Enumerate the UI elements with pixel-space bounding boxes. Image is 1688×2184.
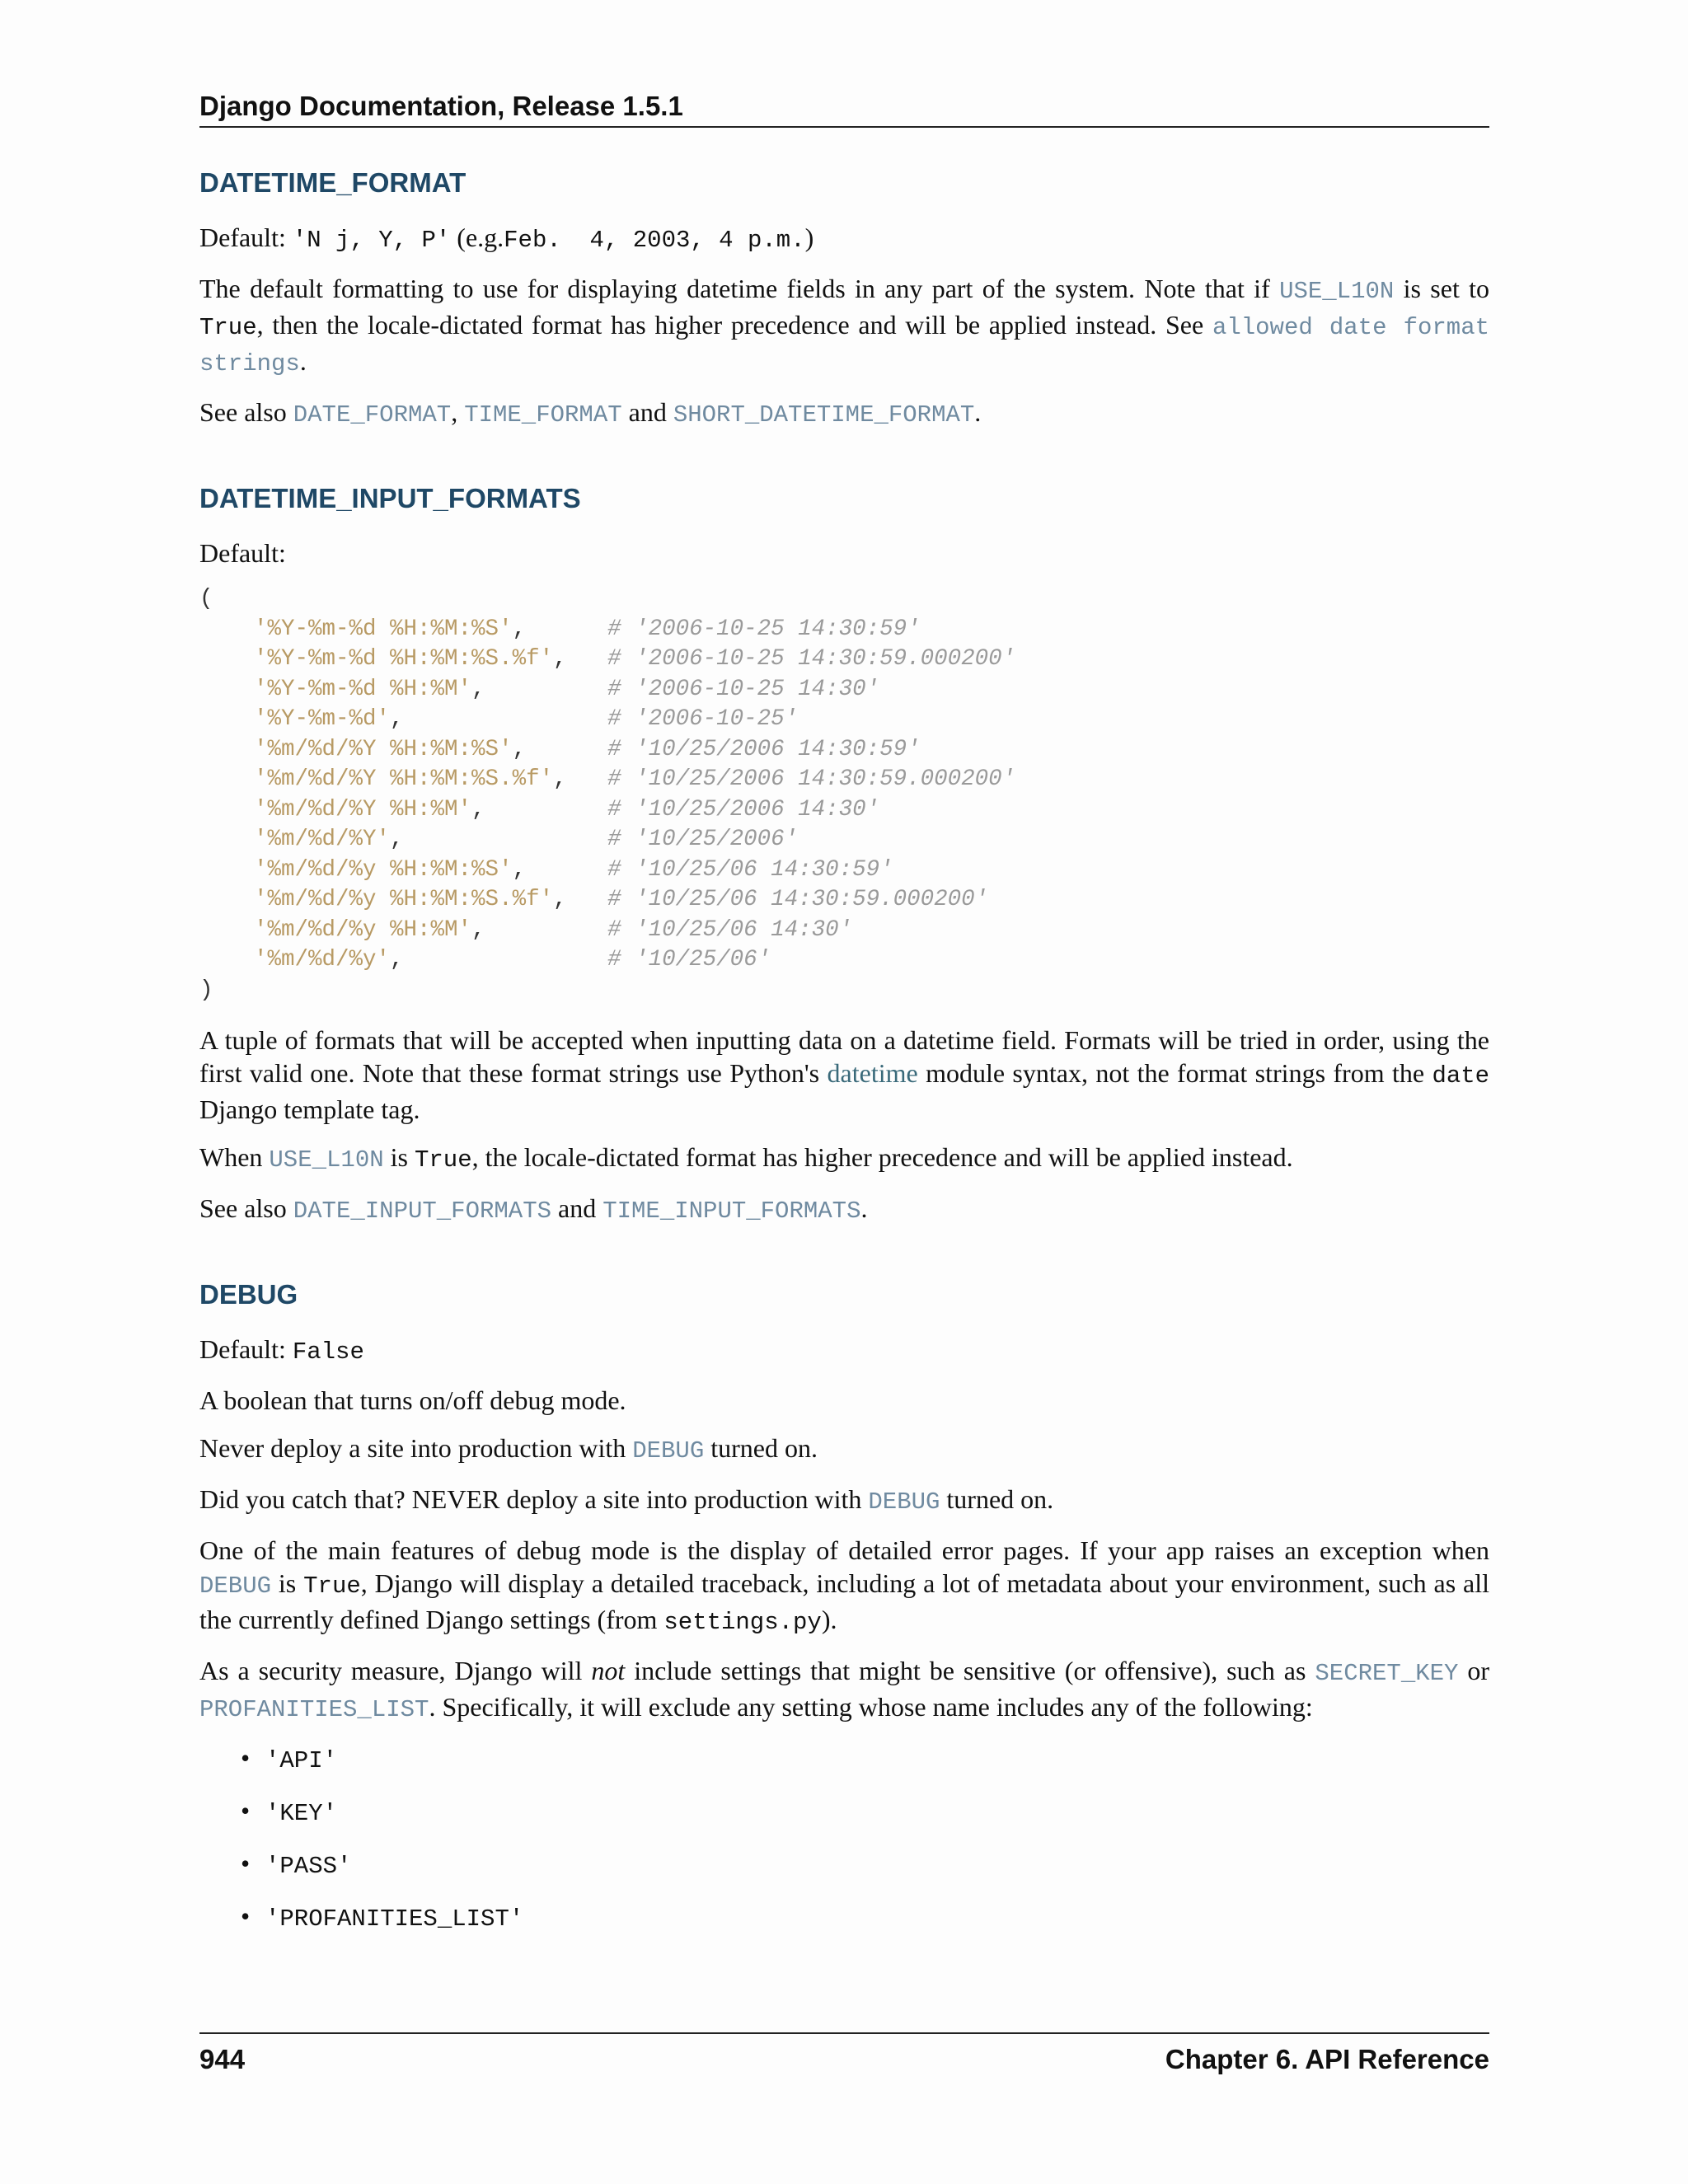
short-datetime-format-link[interactable]: SHORT_DATETIME_FORMAT <box>673 401 975 429</box>
datetime-input-formats-l10n-note: When USE_L10N is True, the locale-dictated format has higher precedence and will be applied instead. <box>199 1142 1293 1174</box>
code-line: '%m/%d/%y', # '10/25/06' <box>254 947 771 972</box>
list-item: • 'PROFANITIES_LIST' <box>199 1900 1489 1936</box>
excluded-keywords-list <box>199 1741 1489 1936</box>
use-l10n-link[interactable]: USE_L10N <box>1279 278 1395 305</box>
code-line: '%m/%d/%y %H:%M:%S', # '10/25/06 14:30:59' <box>254 856 893 883</box>
list-item: • 'KEY' <box>199 1794 1489 1830</box>
page-content <box>199 92 1489 1936</box>
default-value: 'N j, Y, P' <box>292 227 451 254</box>
code-format-string: '%m/%d/%Y %H:%M' <box>254 796 472 823</box>
code-format-string: '%m/%d/%y' <box>254 947 391 972</box>
code-line: '%m/%d/%Y %H:%M:%S.%f', # '10/25/2006 14:30:59.000200' <box>254 766 1016 792</box>
code-format-string: '%m/%d/%y %H:%M' <box>254 916 472 943</box>
code-format-string: '%Y-%m-%d' <box>254 706 391 732</box>
datetime-input-formats-see-also: See also DATE_INPUT_FORMATS and TIME_INPUT_FORMATS. <box>199 1193 868 1225</box>
datetime-format-default: Default: 'N j, Y, P' (e.g.Feb. 4, 2003, 4 p.m.) <box>199 223 814 254</box>
code-format-string: '%m/%d/%y %H:%M:%S' <box>254 856 513 883</box>
code-line: '%Y-%m-%d %H:%M:%S.%f', # '2006-10-25 14:30:59.000200' <box>254 646 1016 672</box>
list-item: • 'PASS' <box>199 1847 1489 1883</box>
code-line: '%m/%d/%y %H:%M:%S.%f', # '10/25/06 14:30:59.000200' <box>254 887 989 912</box>
code-format-string: '%m/%d/%Y %H:%M:%S' <box>254 736 513 762</box>
default-value: False <box>292 1338 364 1366</box>
code-comment: # '2006-10-25 14:30' <box>607 676 880 702</box>
code-line: '%m/%d/%Y %H:%M:%S', # '10/25/2006 14:30:59' <box>254 736 921 762</box>
code-format-string: '%Y-%m-%d %H:%M' <box>254 676 472 702</box>
code-comment: # '10/25/2006 14:30' <box>607 796 880 823</box>
use-l10n-link[interactable]: USE_L10N <box>269 1146 384 1174</box>
chapter-title: Chapter 6. API Reference <box>1165 2044 1489 2074</box>
list-item: • 'API' <box>199 1741 1489 1778</box>
inline-code: True <box>199 314 257 341</box>
code-line: '%Y-%m-%d %H:%M:%S', # '2006-10-25 14:30:59' <box>254 616 921 642</box>
code-comment: # '2006-10-25 14:30:59.000200' <box>607 646 1016 672</box>
datetime-input-formats-default: Default: <box>199 538 286 568</box>
code-format-string: '%Y-%m-%d %H:%M:%S.%f' <box>254 646 554 672</box>
debug-link[interactable]: DEBUG <box>199 1572 272 1600</box>
datetime-module-link[interactable]: datetime <box>827 1058 918 1088</box>
datetime-input-formats-description: A tuple of formats that will be accepted when inputting data on a datetime field. Formats will be tried in order, using the first valid one. Note that these format strings use Python's datetime module syntax, not the format strings from the date Django template tag. <box>199 1025 1490 1124</box>
code-comment: # '10/25/06' <box>607 947 771 972</box>
running-header: Django Documentation, Release 1.5.1 <box>199 92 1489 128</box>
time-format-link[interactable]: TIME_FORMAT <box>464 401 622 429</box>
date-input-formats-link[interactable]: DATE_INPUT_FORMATS <box>293 1197 552 1225</box>
secret-key-link[interactable]: SECRET_KEY <box>1315 1660 1459 1687</box>
date-format-link[interactable]: DATE_FORMAT <box>293 401 452 429</box>
code-comment: # '10/25/2006 14:30:59' <box>607 736 921 762</box>
code-format-string: '%m/%d/%Y' <box>254 827 391 852</box>
code-comment: # '10/25/2006' <box>607 827 799 852</box>
inline-code: True <box>414 1146 472 1174</box>
debug-error-pages: One of the main features of debug mode is the display of detailed error pages. If your app raises an exception when DEBUG is True, Django will display a detailed traceback, including a lot of metadata about your environment, such as all the currently defined Django settings (from settings.py). <box>199 1535 1490 1636</box>
datetime-format-description: The default formatting to use for displaying datetime fields in any part of the system. Note that if USE_L10N is set to True, then the locale-dictated format has higher precedence and will be applied instead. See allowed date format strings. <box>199 274 1490 377</box>
code-comment: # '10/25/2006 14:30:59.000200' <box>607 766 1016 792</box>
code-line: '%m/%d/%Y', # '10/25/2006' <box>254 827 799 852</box>
code-comment: # '2006-10-25' <box>607 706 799 732</box>
code-format-string: '%Y-%m-%d %H:%M:%S' <box>254 616 513 642</box>
inline-code: date <box>1432 1062 1490 1090</box>
inline-code: True <box>303 1572 361 1600</box>
code-format-string: '%m/%d/%y %H:%M:%S.%f' <box>254 887 554 912</box>
time-input-formats-link[interactable]: TIME_INPUT_FORMATS <box>603 1197 861 1225</box>
allowed-date-format-strings-link[interactable]: allowed date format strings <box>199 314 1490 377</box>
debug-warning-repeat: Did you catch that? NEVER deploy a site into production with DEBUG turned on. <box>199 1484 1054 1516</box>
debug-description: A boolean that turns on/off debug mode. <box>199 1385 626 1415</box>
code-comment: # '10/25/06 14:30' <box>607 916 853 943</box>
code-line: '%Y-%m-%d %H:%M', # '2006-10-25 14:30' <box>254 676 880 702</box>
code-comment: # '2006-10-25 14:30:59' <box>607 616 921 642</box>
debug-warning: Never deploy a site into production with DEBUG turned on. <box>199 1433 818 1465</box>
code-format-string: '%m/%d/%Y %H:%M:%S.%f' <box>254 766 554 792</box>
section-title-datetime-format: DATETIME_FORMAT <box>199 167 467 198</box>
example-value: Feb. 4, 2003, 4 p.m. <box>504 227 805 254</box>
debug-link[interactable]: DEBUG <box>868 1488 940 1516</box>
code-line: '%m/%d/%Y %H:%M', # '10/25/2006 14:30' <box>254 796 880 823</box>
profanities-list-link[interactable]: PROFANITIES_LIST <box>199 1696 429 1723</box>
debug-security-note: As a security measure, Django will not include settings that might be sensitive (or offensive), such as SECRET_KEY or PROFANITIES_LIST. Specifically, it will exclude any setting whose name includes any of the following: <box>199 1656 1490 1723</box>
section-title-datetime-input-formats: DATETIME_INPUT_FORMATS <box>199 483 581 513</box>
code-comment: # '10/25/06 14:30:59' <box>607 856 893 883</box>
code-comment: # '10/25/06 14:30:59.000200' <box>607 887 989 912</box>
code-block: ( '%Y-%m-%d %H:%M:%S', # '2006-10-25 14:30:59' '%Y-%m-%d %H:%M:%S.%f', # '2006-10-25 14:30:59.000200' '%Y-%m-%d %H:%M', # '2006-10-25 14:30' '%Y-%m-%d', # '2006-10-25' '%m/%d/%Y %H:%M:%S', # '10/25/2006 14:30:59' '%m/%d/%Y %H:%M:%S.%f', # '10/25/2006 14:30:59.000200' '%m/%d/%Y %H:%M', # '10/25/2006 14:30' '%m/%d/%Y', # '10/25/2006' '%m/%d/%y %H:%M:%S', # '10/25/06 14:30:59' '%m/%d/%y %H:%M:%S.%f', # '10/25/06 14:30:59.000200' '%m/%d/%y %H:%M', # '10/25/06 14:30' '%m/%d/%y', # '10/25/06' ) <box>199 586 1016 1003</box>
code-line: '%Y-%m-%d', # '2006-10-25' <box>254 706 799 732</box>
page-number: 944 <box>199 2044 246 2074</box>
debug-default: Default: False <box>199 1334 364 1366</box>
section-title-debug: DEBUG <box>199 1279 298 1310</box>
inline-code: settings.py <box>663 1609 822 1636</box>
running-footer <box>199 2032 1489 2073</box>
code-line: '%m/%d/%y %H:%M', # '10/25/06 14:30' <box>254 916 853 943</box>
debug-link[interactable]: DEBUG <box>632 1437 705 1465</box>
datetime-format-see-also: See also DATE_FORMAT, TIME_FORMAT and SHORT_DATETIME_FORMAT. <box>199 397 982 429</box>
